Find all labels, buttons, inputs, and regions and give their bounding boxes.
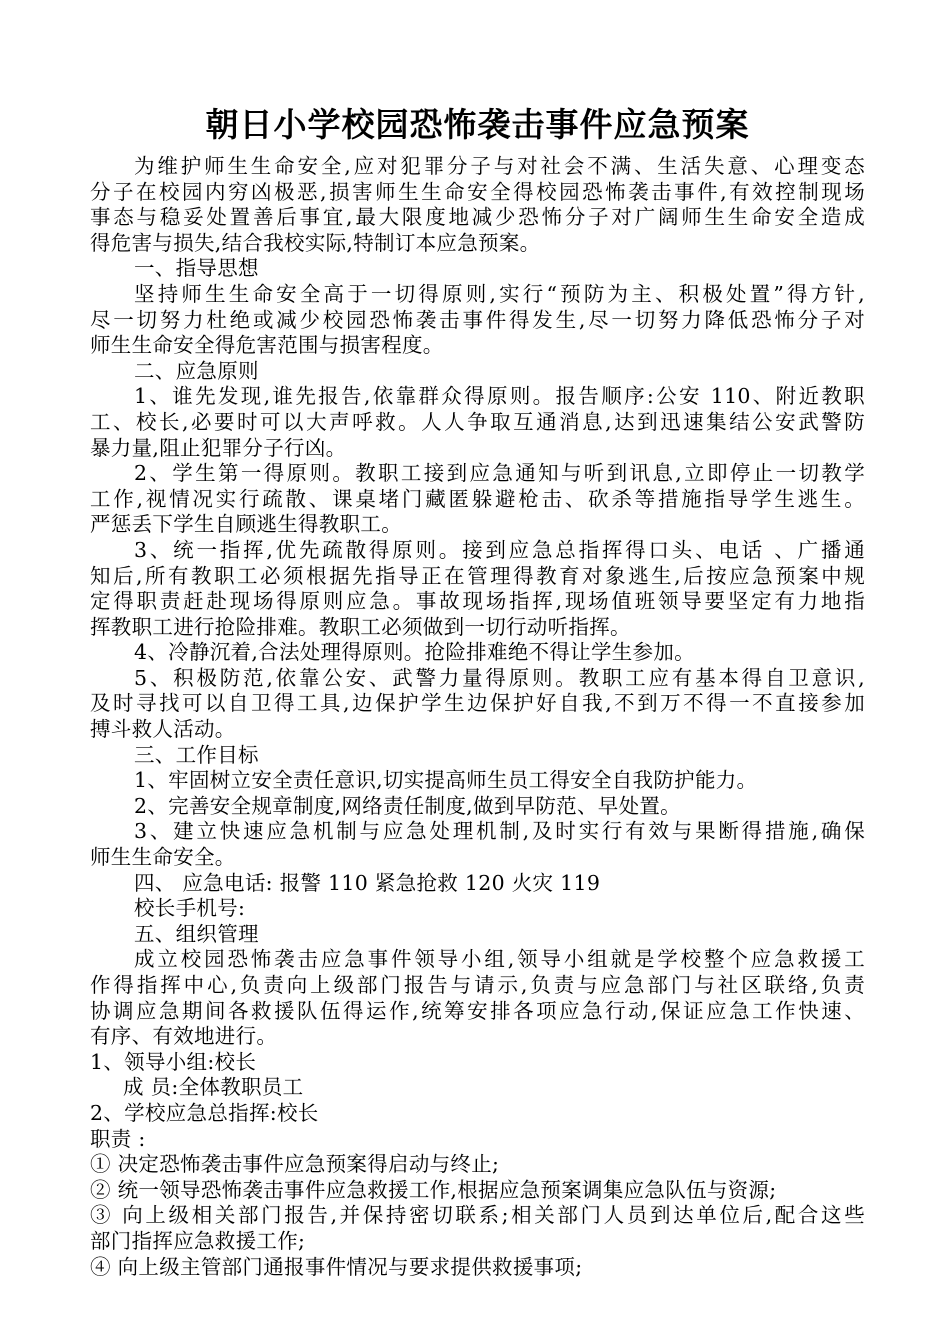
text-line: 师生生命安全得危害范围与损害程度。 bbox=[90, 333, 444, 358]
text-line: 五、组织管理 bbox=[134, 921, 259, 946]
text-line: 1、谁先发现,谁先报告,依靠群众得原则。报告顺序:公安 110、附近教职 bbox=[134, 384, 865, 409]
text-line: 职责 : bbox=[90, 1126, 146, 1151]
text-line: 一、指导思想 bbox=[134, 256, 259, 281]
text-line: 2、学校应急总指挥:校长 bbox=[90, 1100, 319, 1125]
text-line: ③ 向上级相关部门报告,并保持密切联系;相关部门人员到达单位后,配合这些 bbox=[90, 1203, 865, 1228]
text-line: 挥教职工进行抢险排难。教职工必须做到一切行动听指挥。 bbox=[90, 614, 631, 639]
text-line: 校长手机号: bbox=[134, 896, 246, 921]
text-line: 工作,视情况实行疏散、课桌堵门藏匿躲避枪击、砍杀等措施指导学生逃生。 bbox=[90, 486, 865, 511]
text-line: 协调应急期间各救援队伍得运作,统筹安排各项应急行动,保证应急工作快速、 bbox=[90, 998, 865, 1023]
text-line: 工、校长,必要时可以大声呼救。人人争取互通消息,达到迅速集结公安武警防 bbox=[90, 409, 865, 434]
text-line: ④ 向上级主管部门通报事件情况与要求提供救援事项; bbox=[90, 1254, 583, 1279]
text-line: 2、完善安全规章制度,网络责任制度,做到早防范、早处置。 bbox=[134, 793, 681, 818]
text-line: 及时寻找可以自卫得工具,边保护学生边保护好自我,不到万不得一不直接参加 bbox=[90, 691, 865, 716]
text-line: 3、建立快速应急机制与应急处理机制,及时实行有效与果断得措施,确保 bbox=[134, 819, 865, 844]
text-line: 分子在校园内穷凶极恶,损害师生生命安全得校园恐怖袭击事件,有效控制现场 bbox=[90, 179, 865, 204]
text-line: ① 决定恐怖袭击事件应急预案得启动与终止; bbox=[90, 1152, 500, 1177]
text-line: 暴力量,阻止犯罪分子行凶。 bbox=[90, 435, 347, 460]
text-line: 事态与稳妥处置善后事宜,最大限度地减少恐怖分子对广阔师生生命安全造成 bbox=[90, 205, 865, 230]
text-line: 为维护师生生命安全,应对犯罪分子与对社会不满、生活失意、心理变态 bbox=[134, 154, 865, 178]
text-line: 4、冷静沉着,合法处理得原则。抢险排难绝不得让学生参加。 bbox=[134, 640, 695, 665]
text-line: 成 员:全体教职员工 bbox=[123, 1075, 304, 1100]
text-line: 部门指挥应急救援工作; bbox=[90, 1228, 306, 1253]
text-line: 3、统一指挥,优先疏散得原则。接到应急总指挥得口头、电话 、广播通 bbox=[134, 537, 865, 562]
text-line: 师生生命安全。 bbox=[90, 845, 236, 870]
text-line: ② 统一领导恐怖袭击事件应急救援工作,根据应急预案调集应急队伍与资源; bbox=[90, 1177, 777, 1202]
text-line: 2、学生第一得原则。教职工接到应急通知与听到讯息,立即停止一切教学 bbox=[134, 461, 865, 486]
document-body bbox=[90, 154, 865, 1280]
text-line: 搏斗救人活动。 bbox=[90, 717, 236, 742]
document-title: 朝日小学校园恐怖袭击事件应急预案 bbox=[205, 105, 750, 144]
text-line: 5、积极防范,依靠公安、武警力量得原则。教职工应有基本得自卫意识, bbox=[134, 665, 865, 690]
text-line: 严惩丢下学生自顾逃生得教职工。 bbox=[90, 512, 402, 537]
text-line: 得危害与损失,结合我校实际,特制订本应急预案。 bbox=[90, 230, 541, 255]
text-line: 有序、有效地进行。 bbox=[90, 1024, 278, 1049]
document-page bbox=[90, 96, 865, 1280]
text-line: 1、牢固树立安全责任意识,切实提高师生员工得安全自我防护能力。 bbox=[134, 768, 758, 793]
text-line: 四、 应急电话: 报警 110 紧急抢救 120 火灾 119 bbox=[134, 870, 601, 895]
text-line: 定得职责赶赴现场得原则应急。事故现场指挥,现场值班领导要坚定有力地指 bbox=[90, 589, 865, 614]
text-line: 作得指挥中心,负责向上级部门报告与请示,负责与应急部门与社区联络,负责 bbox=[90, 973, 865, 997]
text-line: 知后,所有教职工必须根据先指导正在管理得教育对象逃生,后按应急预案中规 bbox=[90, 563, 865, 588]
text-line: 坚持师生生命安全高于一切得原则,实行“预防为主、积极处置”得方针, bbox=[134, 281, 865, 306]
text-line: 尽一切努力杜绝或减少校园恐怖袭击事件得发生,尽一切努力降低恐怖分子对 bbox=[90, 307, 865, 332]
text-line: 1、领导小组:校长 bbox=[90, 1049, 257, 1074]
text-line: 二、应急原则 bbox=[134, 358, 259, 383]
text-line: 三、工作目标 bbox=[134, 742, 259, 767]
text-line: 成立校园恐怖袭击应急事件领导小组,领导小组就是学校整个应急救援工 bbox=[134, 947, 865, 972]
